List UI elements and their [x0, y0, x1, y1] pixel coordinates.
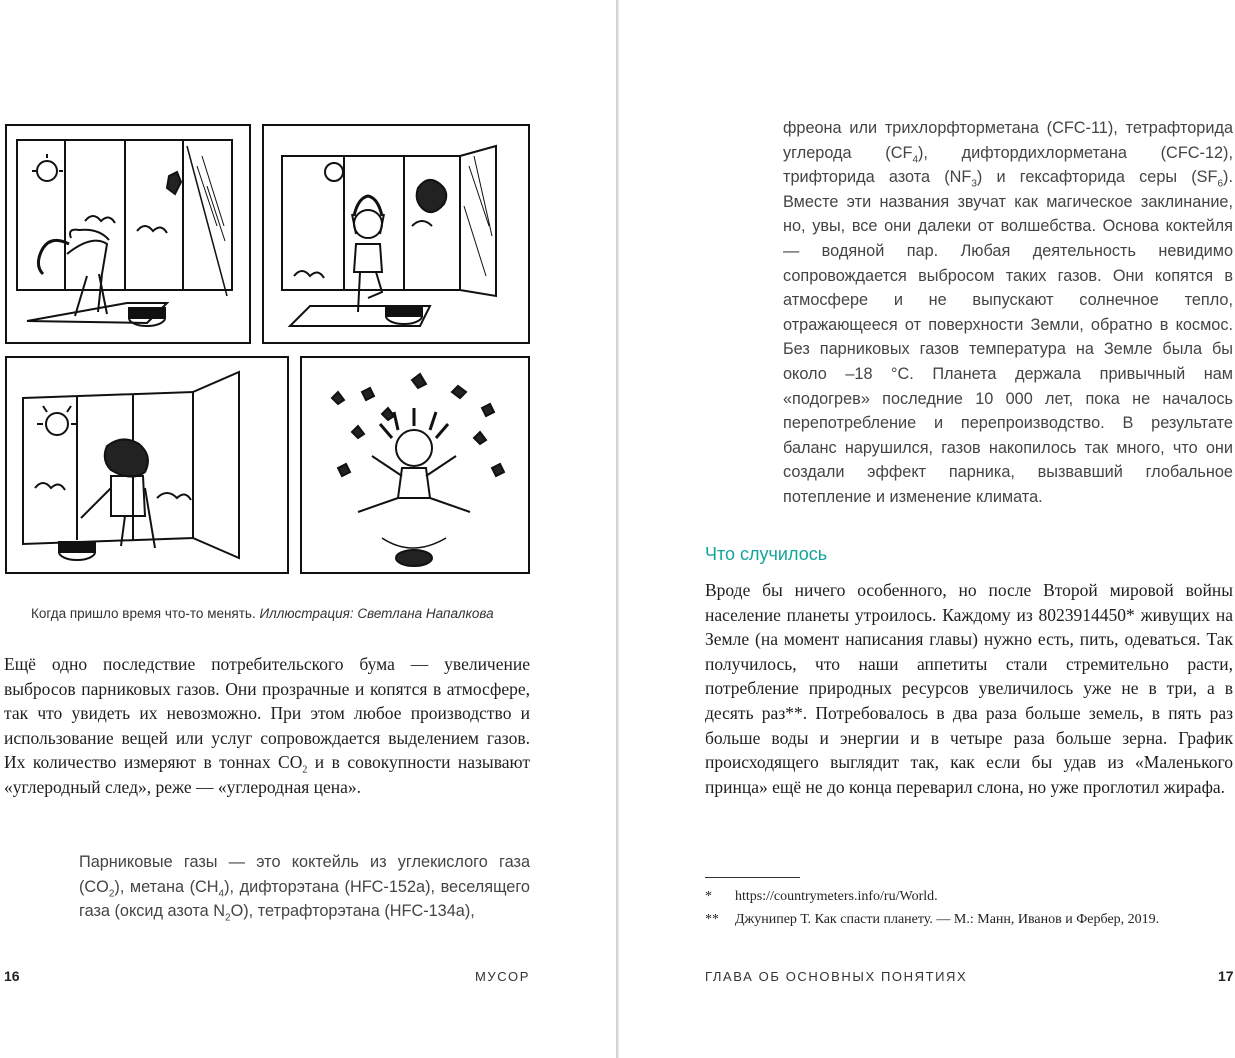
quote-part: O), тетрафторэтана (HFC-134a), — [230, 902, 475, 921]
footnote-mark: * — [705, 889, 712, 904]
comic-panel-2 — [262, 124, 530, 344]
subscript: 4 — [912, 153, 918, 165]
footnote-text: Джунипер Т. Как спасти планету. — М.: Манн, Иванов и Фербер, 2019. — [735, 912, 1160, 927]
panel-2-illustration — [264, 126, 528, 342]
caption-credit: Иллюстрация: Светлана Напалкова — [259, 606, 494, 621]
caption-text: Когда пришло время что-то менять. — [31, 606, 256, 621]
right-paragraph-text: Вроде бы ничего особенного, но после Второй мировой войны население планеты утроилось. Каждому из 8023914450* живущих на Земле (на момент написания главы) нужно есть, пить, одеваться. Так получилось, что наши аппетиты стали стремительно расти, потребление природных ресурсов увеличилось уже не в три, а в десять раз**. Потребовалось в два раза больше земель, в пять раз больше воды и энергии и в четыре раза больше зерна. График происходящего выглядит так, как если бы удав из «Маленького принца» ещё не до конца переварил слона, но уже проглотил жирафа. — [705, 580, 1233, 797]
comic-panel-3 — [5, 356, 289, 574]
page-number-left: 16 — [4, 968, 20, 984]
comic-panel-1 — [5, 124, 251, 344]
left-body-paragraph — [4, 652, 530, 800]
right-quote-block — [783, 116, 1233, 510]
quote-part: ). Вместе эти названия звучат как магическое заклинание, но, увы, все они далеки от волшебства. Основа коктейля — водяной пар. Любая деятельность невидимо сопровождается выбросом таких газов. Они копятся в атмосфере и не выпускают солнечное тепло, отражающееся от поверхности Земли, обратно в космос. Без парниковых газов температура на Земле была бы около –18 °C. Планета держала привычный нам «подогрев» последние 10 000 лет, пока не началось перепотребление и перепроизводство. В результате баланс нарушился, газов накопилось так много, что они создали эффект парника, вызвавший глобальное потепление и изменение климата. — [783, 168, 1233, 506]
illustration-caption — [31, 606, 494, 621]
panel-4-illustration — [302, 358, 528, 572]
panel-3-illustration — [7, 358, 287, 572]
quote-part: ), метана (CH — [114, 877, 219, 896]
footnote-mark: ** — [705, 912, 719, 927]
footnote-divider — [705, 877, 800, 878]
quote-part: ) и гексафторида серы (SF — [976, 168, 1218, 187]
running-head-left: МУСОР — [475, 969, 530, 984]
footnote-1 — [705, 889, 938, 905]
running-head-right: ГЛАВА ОБ ОСНОВНЫХ ПОНЯТИЯХ — [705, 969, 968, 984]
footnote-2 — [705, 912, 1159, 928]
quote-part: фреона или трихлорфторметана (CFC-11), тетрафторида углерода (CF — [783, 119, 1233, 162]
section-heading: Что случилось — [705, 544, 828, 564]
subscript: 6 — [1217, 178, 1224, 190]
left-paragraph-part: и в совокупности называют «углеродный след», реже — «углеродная цена». — [4, 752, 530, 797]
left-quote-block — [79, 850, 530, 924]
comic-panel-4 — [300, 356, 530, 574]
footnote-link[interactable]: https://countrymeters.info/ru/World. — [735, 889, 938, 904]
quote-part: ), дифтордихлорметана (CFC-12), трифторида азота (NF — [783, 143, 1233, 187]
page-number-right: 17 — [1218, 968, 1234, 984]
subscript: 2 — [302, 764, 308, 776]
panel-1-illustration — [7, 126, 249, 342]
quote-part: Парниковые газы — это коктейль из углекислого газа (CO — [79, 853, 530, 896]
subscript: 2 — [108, 887, 115, 899]
subscript: 4 — [218, 887, 225, 899]
subscript: 3 — [971, 178, 977, 190]
subscript: 2 — [225, 912, 231, 924]
quote-part: ), дифторэтана (HFC-152a), веселящего газа (оксид азота N — [79, 877, 530, 921]
left-paragraph-part: Ещё одно последствие потребительского бума — увеличение выбросов парниковых газов. Они прозрачные и копятся в атмосфере, так что увидеть их невозможно. При этом любое производство и использование вещей или услуг сопровождается выделением газов. Их количество измеряют в тоннах CO — [4, 654, 530, 773]
right-body-paragraph — [705, 578, 1233, 799]
